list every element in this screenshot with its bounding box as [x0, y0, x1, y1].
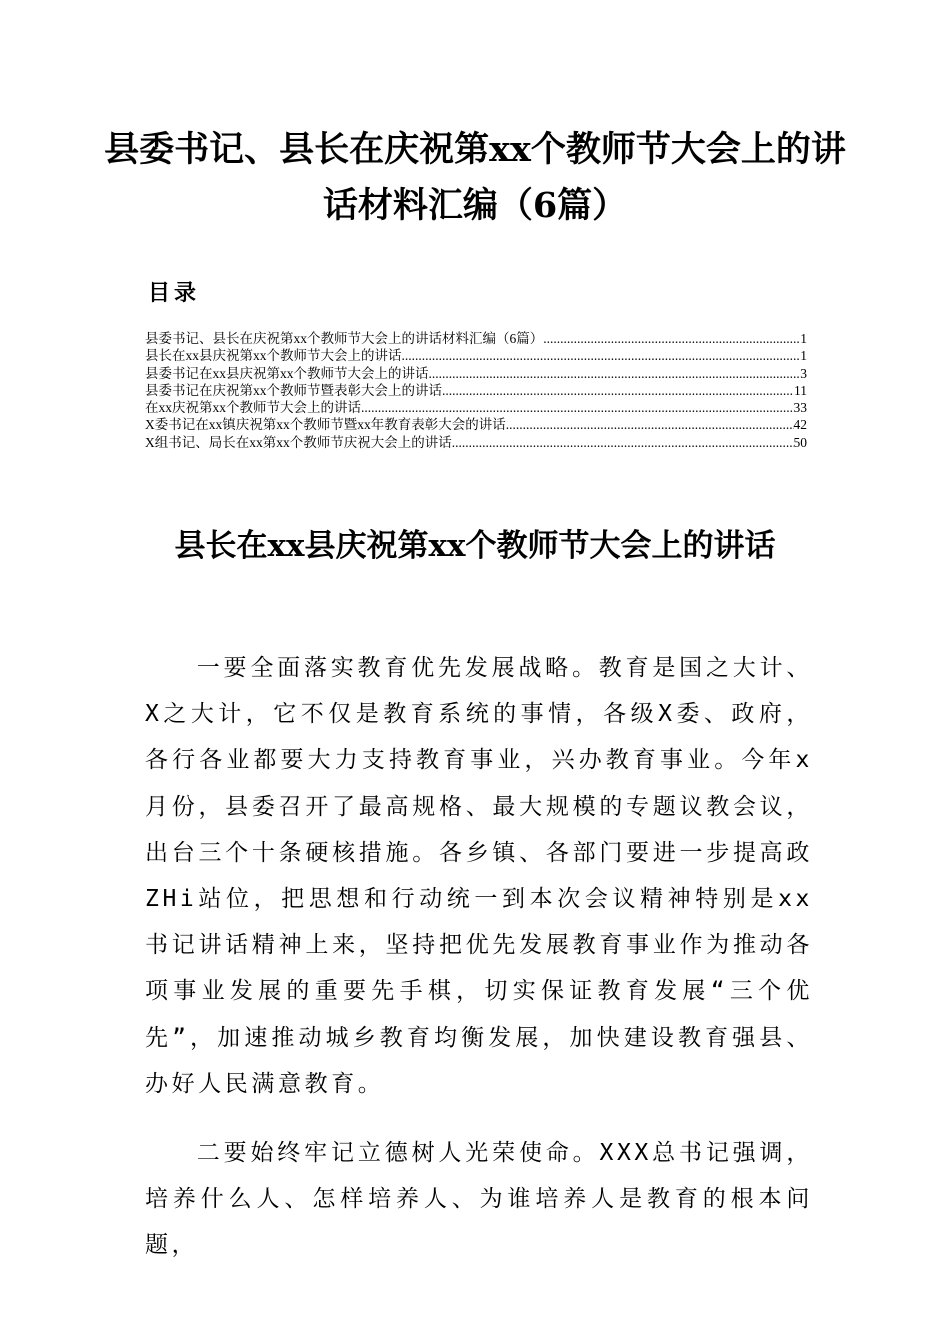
toc-entry[interactable] [145, 365, 807, 382]
toc-entry-title: 县委书记、县长在庆祝第xx个教师节大会上的讲话材料汇编（6篇） [145, 331, 544, 346]
body-paragraph: 二要始终牢记立德树人光荣使命。XXX总书记强调，培养什么人、怎样培养人、为谁培养人是教育的根本问题， [145, 1140, 813, 1259]
document-title: 县委书记、县长在庆祝第xx个教师节大会上的讲话材料汇编（6篇） [104, 129, 846, 226]
toc-entry-title: 县委书记在xx县庆祝第xx个教师节大会上的讲话 [145, 365, 429, 381]
toc-leader-dots [429, 365, 801, 382]
toc-leader-dots [452, 434, 794, 451]
toc-entry-page: 50 [793, 434, 807, 450]
toc-entry-page: 1 [800, 348, 807, 364]
toc-entry-page: 42 [793, 417, 807, 433]
toc-entry-page: 11 [794, 382, 807, 398]
toc-entry-title: 在xx庆祝第xx个教师节大会上的讲话 [145, 400, 361, 416]
toc-leader-dots [543, 330, 800, 347]
toc-entry[interactable] [145, 416, 807, 433]
toc-entry-title: 县委书记在庆祝第xx个教师节暨表彰大会上的讲话 [145, 382, 442, 398]
toc-entry-page: 1 [800, 331, 807, 346]
table-of-contents [145, 330, 807, 451]
toc-entry[interactable] [145, 347, 807, 364]
toc-entry-page: 3 [800, 365, 807, 381]
toc-heading: 目录 [148, 281, 201, 306]
body-paragraph: 一要全面落实教育优先发展战略。教育是国之大计、X之大计，它不仅是教育系统的事情，各级X委、政府，各行各业都要大力支持教育事业，兴办教育事业。今年x月份，县委召开了最高规格、最大规模的专题议教会议，出台三个十条硬核措施。各乡镇、各部门要进一步提高政ZHi站位，把思想和行动统一到本次会议精神特别是xx书记讲话精神上来，坚持把优先发展教育事业作为推动各项事业发展的重要先手棋，切实保证教育发展“三个优先”，加速推动城乡教育均衡发展，加快建设教育强县、办好人民满意教育。 [145, 655, 813, 1097]
toc-entry[interactable] [145, 330, 807, 347]
toc-entry[interactable] [145, 434, 807, 451]
toc-entry[interactable] [145, 399, 807, 416]
toc-leader-dots [402, 347, 801, 364]
speech-title: 县长在xx县庆祝第xx个教师节大会上的讲话 [174, 528, 776, 564]
toc-leader-dots [506, 416, 794, 433]
toc-entry-title: X组书记、局长在xx第xx个教师节庆祝大会上的讲话 [145, 434, 452, 450]
toc-entry-title: 县长在xx县庆祝第xx个教师节大会上的讲话 [145, 348, 402, 364]
toc-leader-dots [442, 382, 794, 399]
toc-entry-page: 33 [793, 400, 807, 416]
toc-entry[interactable] [145, 382, 807, 399]
toc-leader-dots [361, 399, 794, 416]
toc-entry-title: X委书记在xx镇庆祝第xx个教师节暨xx年教育表彰大会的讲话 [145, 417, 506, 433]
